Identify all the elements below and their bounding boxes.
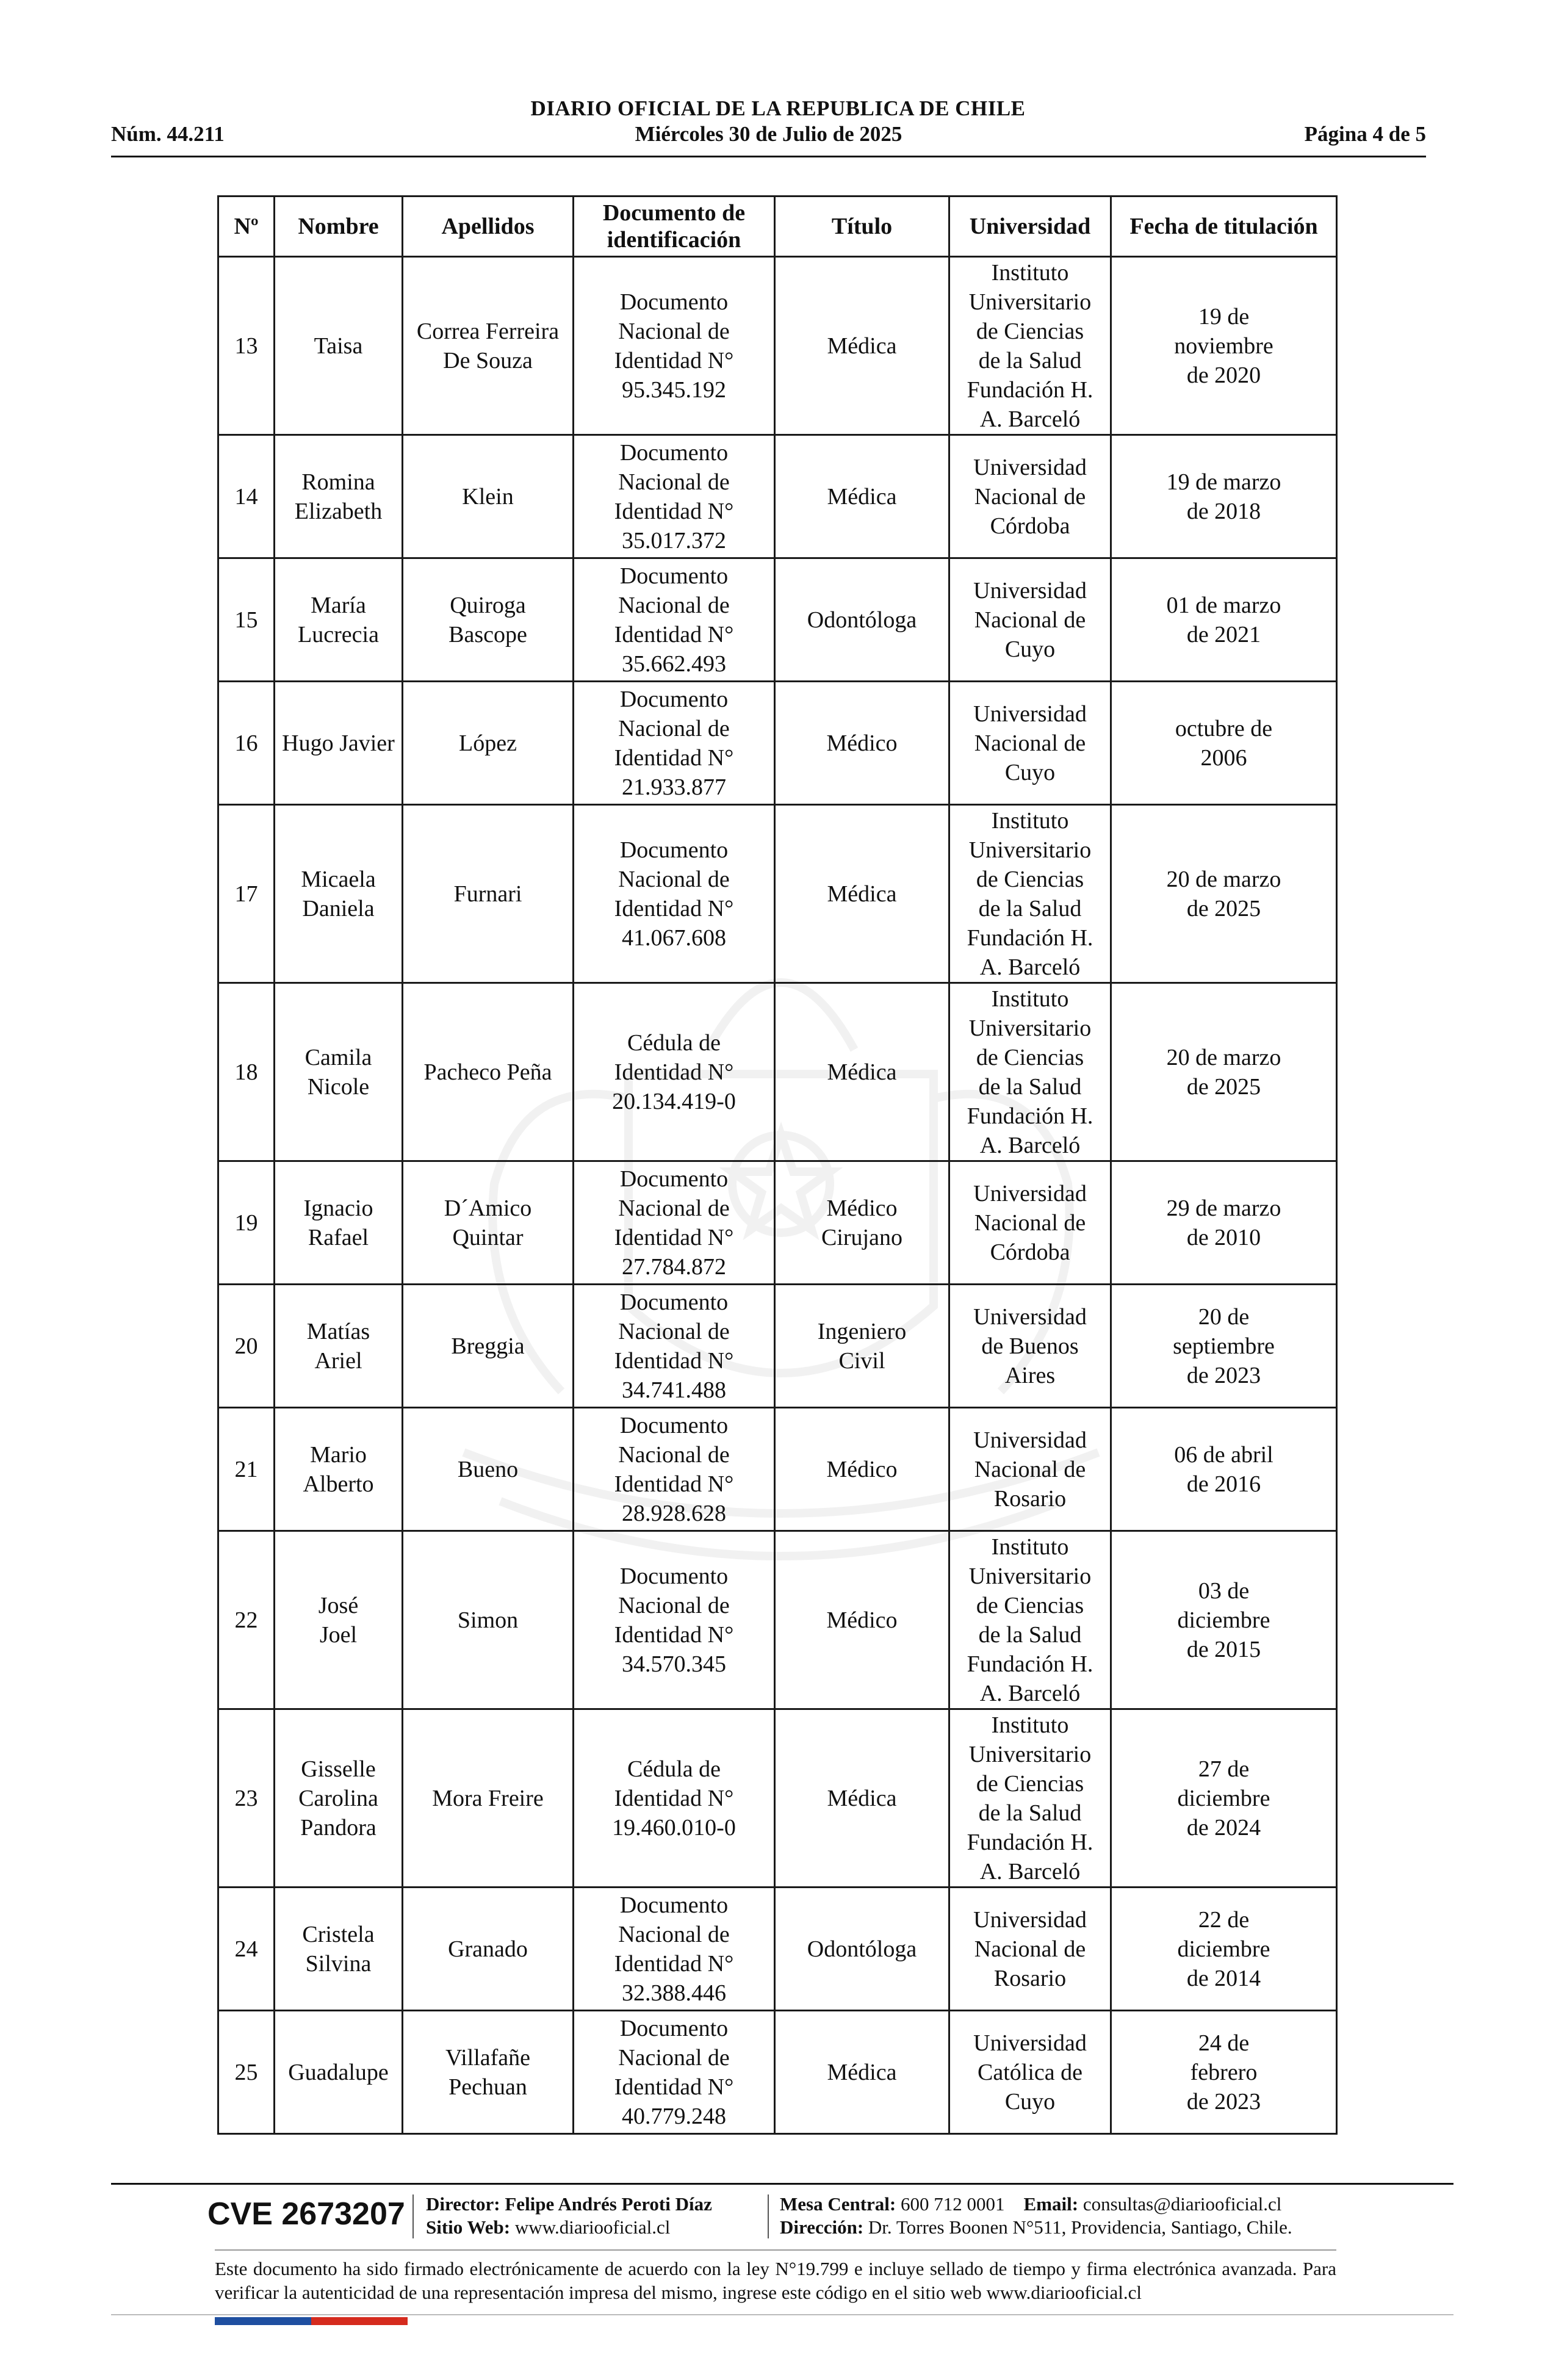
cell-universidad: Universidad Nacional de Rosario bbox=[949, 1408, 1111, 1531]
cell-numero: 24 bbox=[218, 1888, 275, 2011]
footer-separator bbox=[412, 2194, 414, 2238]
cell-numero: 18 bbox=[218, 983, 275, 1161]
registry-table-header bbox=[218, 197, 1337, 257]
cell-documento: Documento Nacional de Identidad N° 35.017.372 bbox=[574, 435, 775, 558]
cell-numero: 21 bbox=[218, 1408, 275, 1531]
cell-fecha: 27 de diciembre de 2024 bbox=[1111, 1709, 1337, 1888]
cell-apellidos: Bueno bbox=[403, 1408, 574, 1531]
cell-universidad: Universidad Nacional de Córdoba bbox=[949, 1161, 1111, 1285]
cell-fecha: 19 de marzo de 2018 bbox=[1111, 435, 1337, 558]
cell-nombre: Hugo Javier bbox=[275, 682, 403, 805]
cell-apellidos: Villafañe Pechuan bbox=[403, 2011, 574, 2134]
cell-documento: Cédula de Identidad N° 19.460.010-0 bbox=[574, 1709, 775, 1888]
column-header-apellidos: Apellidos bbox=[403, 197, 574, 257]
cell-documento: Cédula de Identidad N° 20.134.419-0 bbox=[574, 983, 775, 1161]
cell-universidad: Instituto Universitario de Ciencias de la Salud Fundación H. A. Barceló bbox=[949, 1531, 1111, 1709]
cell-apellidos: Quiroga Bascope bbox=[403, 558, 574, 682]
cell-universidad: Instituto Universitario de Ciencias de la Salud Fundación H. A. Barceló bbox=[949, 257, 1111, 435]
cell-universidad: Universidad Católica de Cuyo bbox=[949, 2011, 1111, 2134]
cell-fecha: octubre de 2006 bbox=[1111, 682, 1337, 805]
address-label: Dirección: bbox=[780, 2216, 864, 2238]
table-row bbox=[218, 1888, 1337, 2011]
website-link[interactable]: www.diariooficial.cl bbox=[514, 2216, 671, 2238]
publication-title: DIARIO OFICIAL DE LA REPUBLICA DE CHILE bbox=[530, 96, 1026, 120]
cell-nombre: Cristela Silvina bbox=[275, 1888, 403, 2011]
cell-documento: Documento Nacional de Identidad N° 41.067.608 bbox=[574, 805, 775, 983]
cell-titulo: Médico Cirujano bbox=[775, 1161, 949, 1285]
column-header-fecha: Fecha de titulación bbox=[1111, 197, 1337, 257]
cell-titulo: Médica bbox=[775, 435, 949, 558]
column-header-universidad: Universidad bbox=[949, 197, 1111, 257]
cell-nombre: Romina Elizabeth bbox=[275, 435, 403, 558]
cell-numero: 17 bbox=[218, 805, 275, 983]
table-row bbox=[218, 682, 1337, 805]
page-number: Página 4 de 5 bbox=[1304, 122, 1426, 146]
cell-nombre: María Lucrecia bbox=[275, 558, 403, 682]
table-row bbox=[218, 1408, 1337, 1531]
cell-apellidos: Furnari bbox=[403, 805, 574, 983]
cell-fecha: 19 de noviembre de 2020 bbox=[1111, 257, 1337, 435]
cell-documento: Documento Nacional de Identidad N° 32.388.446 bbox=[574, 1888, 775, 2011]
cell-nombre: Taisa bbox=[275, 257, 403, 435]
director-name: Felipe Andrés Peroti Díaz bbox=[505, 2193, 712, 2215]
flag-stripe-blue bbox=[215, 2317, 311, 2325]
cell-universidad: Instituto Universitario de Ciencias de la Salud Fundación H. A. Barceló bbox=[949, 1709, 1111, 1888]
table-row bbox=[218, 558, 1337, 682]
cell-numero: 22 bbox=[218, 1531, 275, 1709]
cell-universidad: Instituto Universitario de Ciencias de la Salud Fundación H. A. Barceló bbox=[949, 983, 1111, 1161]
cell-numero: 16 bbox=[218, 682, 275, 805]
flag-stripe-red bbox=[311, 2317, 408, 2325]
cell-apellidos: Correa Ferreira De Souza bbox=[403, 257, 574, 435]
cell-documento: Documento Nacional de Identidad N° 27.784.872 bbox=[574, 1161, 775, 1285]
cell-numero: 15 bbox=[218, 558, 275, 682]
cell-titulo: Médica bbox=[775, 2011, 949, 2134]
cell-titulo: Médica bbox=[775, 983, 949, 1161]
cell-documento: Documento Nacional de Identidad N° 21.933.877 bbox=[574, 682, 775, 805]
table-row bbox=[218, 1285, 1337, 1408]
website-label: Sitio Web: bbox=[426, 2216, 511, 2238]
cell-universidad: Universidad de Buenos Aires bbox=[949, 1285, 1111, 1408]
cell-numero: 13 bbox=[218, 257, 275, 435]
cell-fecha: 20 de septiembre de 2023 bbox=[1111, 1285, 1337, 1408]
table-row bbox=[218, 257, 1337, 435]
cell-nombre: Mario Alberto bbox=[275, 1408, 403, 1531]
cell-apellidos: Mora Freire bbox=[403, 1709, 574, 1888]
table-row bbox=[218, 1531, 1337, 1709]
cell-fecha: 20 de marzo de 2025 bbox=[1111, 805, 1337, 983]
cell-titulo: Médico bbox=[775, 682, 949, 805]
footer-separator bbox=[768, 2194, 769, 2238]
table-row bbox=[218, 805, 1337, 983]
cell-apellidos: López bbox=[403, 682, 574, 805]
column-header-numero: Nº bbox=[218, 197, 275, 257]
footer-director-block bbox=[426, 2193, 712, 2239]
cell-apellidos: Simon bbox=[403, 1531, 574, 1709]
table-row bbox=[218, 2011, 1337, 2134]
cell-documento: Documento Nacional de Identidad N° 95.345.192 bbox=[574, 257, 775, 435]
cell-titulo: Médica bbox=[775, 257, 949, 435]
director-label: Director: bbox=[426, 2193, 500, 2215]
footer-divider-bottom bbox=[111, 2314, 1453, 2315]
cell-documento: Documento Nacional de Identidad N° 34.741.488 bbox=[574, 1285, 775, 1408]
header-row bbox=[111, 122, 1426, 149]
cell-nombre: Guadalupe bbox=[275, 2011, 403, 2134]
cell-universidad: Universidad Nacional de Córdoba bbox=[949, 435, 1111, 558]
column-header-nombre: Nombre bbox=[275, 197, 403, 257]
mesa-phone: 600 712 0001 bbox=[901, 2193, 1005, 2215]
cell-apellidos: Klein bbox=[403, 435, 574, 558]
issue-number: Núm. 44.211 bbox=[111, 122, 225, 146]
footer-contact-block bbox=[780, 2193, 1292, 2239]
cell-titulo: Médico bbox=[775, 1531, 949, 1709]
footer-divider-top bbox=[111, 2183, 1453, 2185]
address-value: Dr. Torres Boonen N°511, Providencia, Santiago, Chile. bbox=[868, 2216, 1292, 2238]
cell-documento: Documento Nacional de Identidad N° 28.928.628 bbox=[574, 1408, 775, 1531]
table-row bbox=[218, 1709, 1337, 1888]
cell-apellidos: Granado bbox=[403, 1888, 574, 2011]
registry-table bbox=[217, 195, 1338, 2135]
cell-universidad: Universidad Nacional de Rosario bbox=[949, 1888, 1111, 2011]
table-row bbox=[218, 435, 1337, 558]
legal-notice: Este documento ha sido firmado electrónicamente de acuerdo con la ley N°19.799 e incluye sellado de tiempo y firma electrónica avanzada. Para verificar la autenticidad de una representación impresa del mismo, ingrese este código en el sitio web www.diariooficial.cl bbox=[215, 2258, 1336, 2303]
mesa-label: Mesa Central: bbox=[780, 2193, 896, 2215]
cell-universidad: Universidad Nacional de Cuyo bbox=[949, 682, 1111, 805]
header-divider bbox=[111, 156, 1426, 157]
cell-apellidos: Breggia bbox=[403, 1285, 574, 1408]
cell-numero: 23 bbox=[218, 1709, 275, 1888]
footer-divider-mid bbox=[215, 2249, 1336, 2251]
cell-titulo: Médico bbox=[775, 1408, 949, 1531]
cell-numero: 19 bbox=[218, 1161, 275, 1285]
table-row bbox=[218, 983, 1337, 1161]
cell-nombre: Micaela Daniela bbox=[275, 805, 403, 983]
column-header-documento: Documento de identificación bbox=[574, 197, 775, 257]
email-label: Email: bbox=[1023, 2193, 1079, 2215]
cell-nombre: Ignacio Rafael bbox=[275, 1161, 403, 1285]
cell-numero: 20 bbox=[218, 1285, 275, 1408]
cell-numero: 14 bbox=[218, 435, 275, 558]
cell-titulo: Ingeniero Civil bbox=[775, 1285, 949, 1408]
table-row bbox=[218, 1161, 1337, 1285]
cell-titulo: Médica bbox=[775, 1709, 949, 1888]
cell-universidad: Instituto Universitario de Ciencias de la Salud Fundación H. A. Barceló bbox=[949, 805, 1111, 983]
cell-titulo: Odontóloga bbox=[775, 1888, 949, 2011]
cell-nombre: José Joel bbox=[275, 1531, 403, 1709]
cell-fecha: 24 de febrero de 2023 bbox=[1111, 2011, 1337, 2134]
cell-nombre: Camila Nicole bbox=[275, 983, 403, 1161]
cell-fecha: 01 de marzo de 2021 bbox=[1111, 558, 1337, 682]
cell-nombre: Matías Ariel bbox=[275, 1285, 403, 1408]
cell-universidad: Universidad Nacional de Cuyo bbox=[949, 558, 1111, 682]
cell-nombre: Gisselle Carolina Pandora bbox=[275, 1709, 403, 1888]
registry-table-body bbox=[218, 257, 1337, 2134]
cell-apellidos: D´Amico Quintar bbox=[403, 1161, 574, 1285]
email-link[interactable]: consultas@diariooficial.cl bbox=[1082, 2193, 1282, 2215]
issue-date: Miércoles 30 de Julio de 2025 bbox=[635, 122, 902, 146]
cell-fecha: 22 de diciembre de 2014 bbox=[1111, 1888, 1337, 2011]
cell-titulo: Odontóloga bbox=[775, 558, 949, 682]
cell-fecha: 29 de marzo de 2010 bbox=[1111, 1161, 1337, 1285]
cell-documento: Documento Nacional de Identidad N° 35.662.493 bbox=[574, 558, 775, 682]
cell-fecha: 03 de diciembre de 2015 bbox=[1111, 1531, 1337, 1709]
column-header-titulo: Título bbox=[775, 197, 949, 257]
cell-titulo: Médica bbox=[775, 805, 949, 983]
cve-code: CVE 2673207 bbox=[207, 2196, 405, 2232]
cell-documento: Documento Nacional de Identidad N° 34.570.345 bbox=[574, 1531, 775, 1709]
cell-fecha: 20 de marzo de 2025 bbox=[1111, 983, 1337, 1161]
cell-documento: Documento Nacional de Identidad N° 40.779.248 bbox=[574, 2011, 775, 2134]
cell-apellidos: Pacheco Peña bbox=[403, 983, 574, 1161]
cell-fecha: 06 de abril de 2016 bbox=[1111, 1408, 1337, 1531]
cell-numero: 25 bbox=[218, 2011, 275, 2134]
